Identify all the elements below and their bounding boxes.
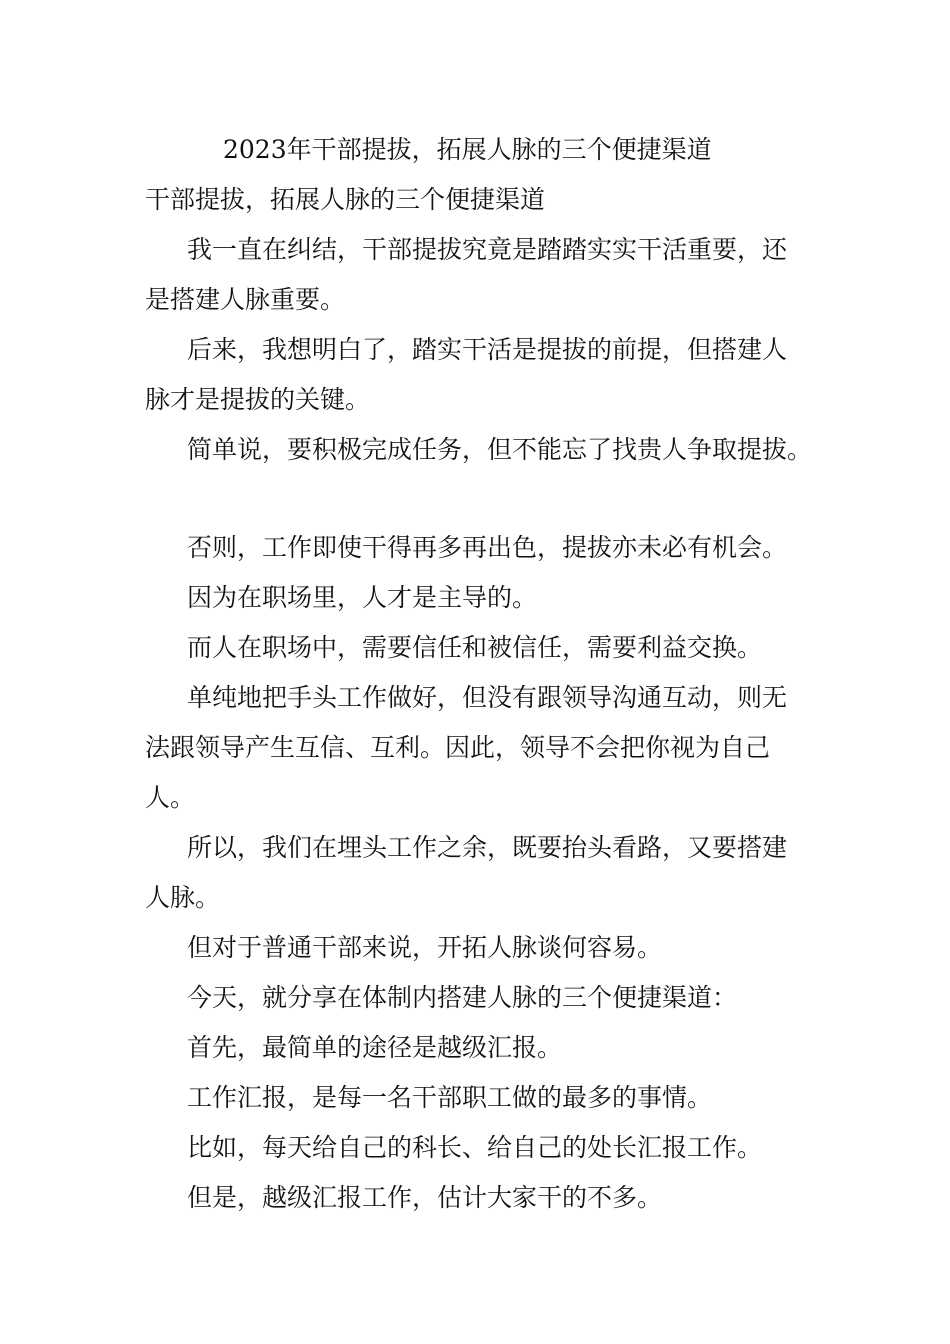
paragraph-line: 首先，最简单的途径是越级汇报。 (187, 1033, 563, 1062)
paragraph-line: 所以，我们在埋头工作之余，既要抬头看路，又要搭建 (187, 833, 788, 862)
document-subtitle: 干部提拔，拓展人脉的三个便捷渠道 (145, 185, 546, 214)
paragraph-line: 否则，工作即使干得再多再出色，提拔亦未必有机会。 (187, 533, 788, 562)
paragraph-line: 法跟领导产生互信、互利。因此，领导不会把你视为自己 (145, 733, 771, 762)
paragraph-line: 今天，就分享在体制内搭建人脉的三个便捷渠道： (187, 983, 738, 1012)
paragraph-line: 人脉。 (145, 883, 221, 912)
paragraph-line: 我一直在纠结，干部提拔究竟是踏踏实实干活重要，还 (187, 235, 788, 264)
paragraph-line: 单纯地把手头工作做好，但没有跟领导沟通互动，则无 (187, 683, 788, 712)
paragraph-line: 但对于普通干部来说，开拓人脉谈何容易。 (187, 933, 663, 962)
paragraph-line: 是搭建人脉重要。 (145, 285, 346, 314)
paragraph-line: 而人在职场中，需要信任和被信任，需要利益交换。 (187, 633, 763, 662)
paragraph-line: 因为在职场里，人才是主导的。 (187, 583, 538, 612)
paragraph-line: 后来，我想明白了，踏实干活是提拔的前提，但搭建人 (187, 335, 788, 364)
paragraph-line: 工作汇报，是每一名干部职工做的最多的事情。 (187, 1083, 713, 1112)
paragraph-line: 人。 (145, 783, 196, 812)
paragraph-line: 但是，越级汇报工作，估计大家干的不多。 (187, 1183, 663, 1212)
paragraph-line: 简单说，要积极完成任务，但不能忘了找贵人争取提拔。 (187, 435, 813, 464)
paragraph-line: 脉才是提拔的关键。 (145, 385, 371, 414)
paragraph-line: 比如，每天给自己的科长、给自己的处长汇报工作。 (187, 1133, 763, 1162)
document-title: 2023年干部提拔，拓展人脉的三个便捷渠道 (223, 135, 712, 164)
